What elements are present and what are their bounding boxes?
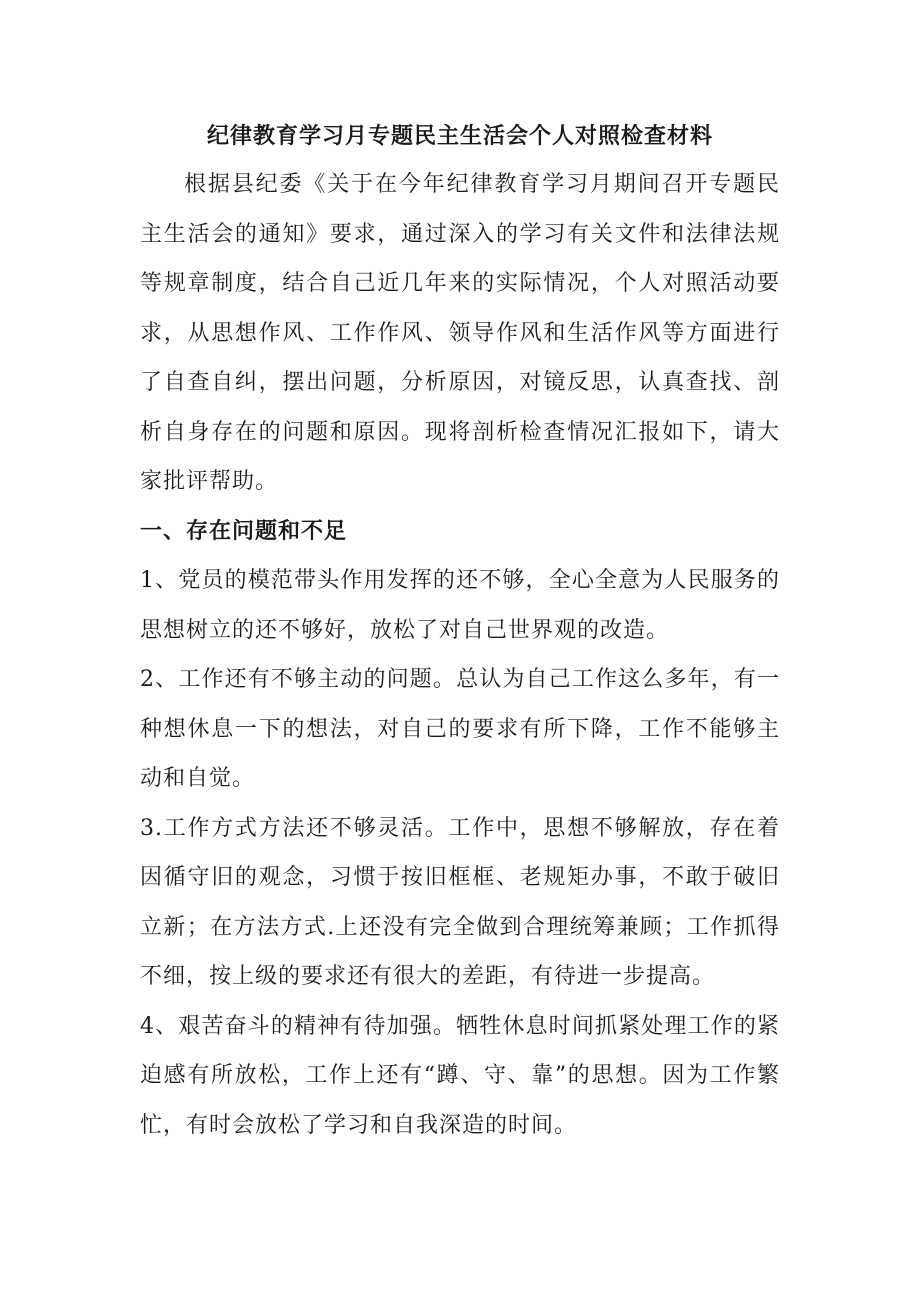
problem-item-1: 1、党员的模范带头作用发挥的还不够，全心全意为人民服务的思想树立的还不够好，放松了对自己世界观的改造。 [140,568,780,643]
document-title: 纪律教育学习月专题民主生活会个人对照检查材料 [206,123,713,149]
problem-item-4: 4、艰苦奋斗的精神有待加强。牺牲休息时间抓紧处理工作的紧迫感有所放松，工作上还有“蹲、守、靠”的思想。因为工作繁忙，有时会放松了学习和自我深造的时间。 [140,1013,780,1138]
section-heading-problems: 一、存在问题和不足 [140,517,348,544]
problem-item-2: 2、工作还有不够主动的问题。总认为自己工作这么多年，有一种想休息一下的想法，对自己的要求有所下降，工作不能够主动和自觉。 [140,667,780,791]
intro-paragraph: 根据县纪委《关于在今年纪律教育学习月期间召开专题民主生活会的通知》要求，通过深入的学习有关文件和法律法规等规章制度，结合自己近几年来的实际情况，个人对照活动要求，从思想作风、工作作风、领导作风和生活作风等方面进行了自查自纠，摆出问题，分析原因，对镜反思，认真查找、剖析自身存在的问题和原因。现将剖析检查情况汇报如下，请大家批评帮助。 [140,172,780,494]
problem-item-3: 3.工作方式方法还不够灵活。工作中，思想不够解放，存在着因循守旧的观念，习惯于按旧框框、老规矩办事，不敢于破旧立新；在方法方式.上还没有完全做到合理统筹兼顾；工作抓得不细，按上级的要求还有很大的差距，有待进一步提高。 [140,815,780,989]
document-page [140,116,780,1150]
